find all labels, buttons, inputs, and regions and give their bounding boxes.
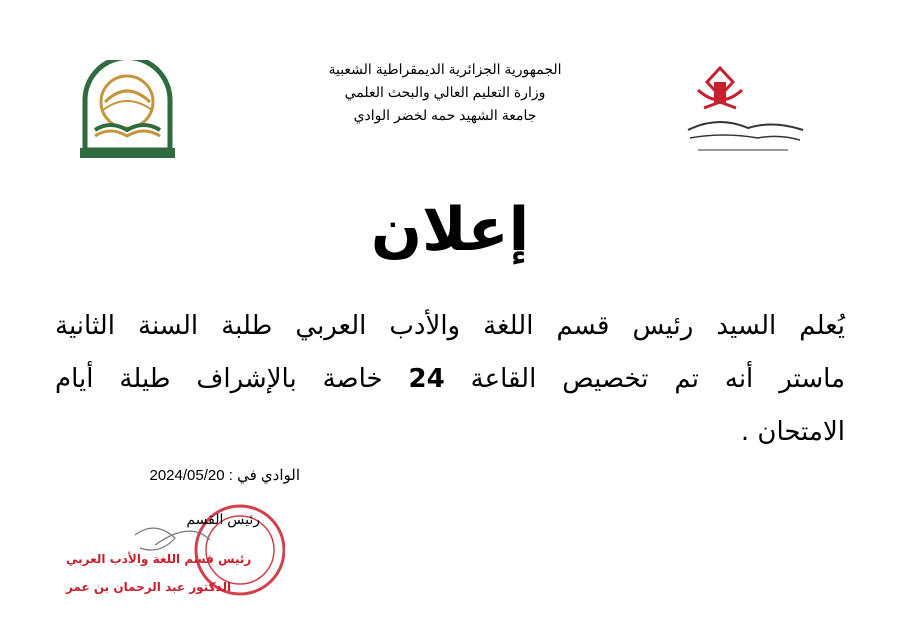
room-number: 24: [408, 364, 445, 394]
date-value: 2024/05/20: [149, 467, 225, 484]
university-name: جامعة الشهيد حمه لخضر الوادي: [353, 107, 537, 123]
stamp-line-2: الدكتور عبد الرحمان بن عمر: [66, 580, 232, 594]
department-head-label: رئيس القسم: [186, 511, 260, 527]
body-line-1: يُعلم السيد رئيس قسم اللغة والأدب العربي طلبة السنة الثانية: [55, 311, 845, 341]
body-line-3: الامتحان .: [740, 417, 845, 447]
announcement-title: إعلان: [370, 195, 530, 265]
stamp-line-1: رئيس قسم اللغة والأدب العربي: [66, 552, 252, 566]
date-label: الوادي في :: [228, 467, 300, 484]
university-logo: [70, 60, 185, 160]
body-line-2-start: ماستر أنه تم تخصيص القاعة: [470, 364, 846, 394]
official-header: [300, 58, 590, 127]
body-line-2-end: خاصة بالإشراف طيلة أيام: [55, 364, 383, 394]
body-line-2: [55, 353, 845, 406]
country-name: الجمهورية الجزائرية الديمقراطية الشعبية: [328, 61, 562, 77]
faculty-logo: [678, 60, 813, 160]
announcement-body: [55, 300, 845, 459]
date-line: [100, 466, 300, 484]
ministry-name: وزارة التعليم العالي والبحث العلمي: [344, 84, 546, 100]
